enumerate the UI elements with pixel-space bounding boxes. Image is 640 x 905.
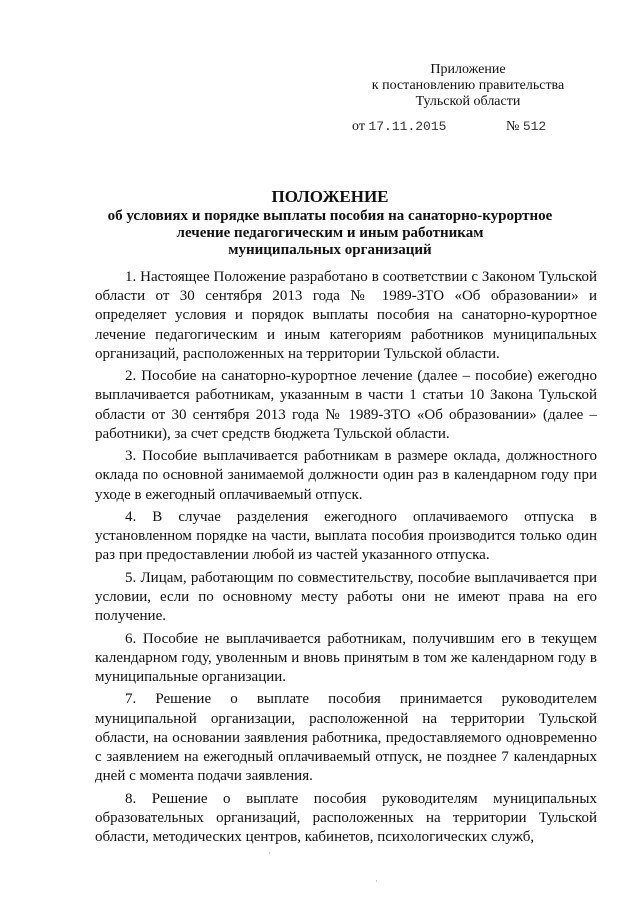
appendix-header xyxy=(348,62,588,110)
appendix-line-3: Тульской области xyxy=(415,94,521,109)
scan-speck: · xyxy=(375,876,378,886)
paragraph-6: 6. Пособие не выплачивается работникам, получившим его в текущем календарном году, уволенным и вновь принятым в том же календарном году в муниципальные организации. xyxy=(95,630,597,685)
paragraph-5: 5. Лицам, работающим по совместительству, пособие выплачивается при условии, если по основному месту работы они не имеют права на его получение. xyxy=(95,569,597,625)
heading-line-3: муниципальных организаций xyxy=(228,242,432,258)
scan-speck: · xyxy=(268,848,271,858)
date-number-line xyxy=(352,119,546,135)
document-body xyxy=(95,268,597,847)
paragraph-1: 1. Настоящее Положение разработано в соответствии с Законом Тульской области от 30 сентября 2013 года № 1989-ЗТО «Об образовании» и определяет условия и порядок выплаты пособия на санаторно-курортное лечение педагогическим и иным категориям работников муниципальных организаций, расположенных на территории Тульской области. xyxy=(95,269,597,362)
number-label: № xyxy=(505,119,520,134)
paragraph-2: 2. Пособие на санаторно-курортное лечение (далее – пособие) ежегодно выплачивается работникам, указанным в части 1 статьи 10 Закона Тульской области от 30 сентября 2013 года № 1989-ЗТО «Об образовании» (далее – работники), за счет средств бюджета Тульской области. xyxy=(95,368,597,442)
appendix-line-2: к постановлению правительства xyxy=(371,78,565,93)
document-heading xyxy=(60,186,600,259)
heading-line-2: лечение педагогическим и иным работникам xyxy=(176,225,484,241)
paragraph-8: 8. Решение о выплате пособия руководителям муниципальных образовательных организаций, расположенных на территории Тульской области, методических центров, кабинетов, психологических служб, xyxy=(95,790,597,845)
decree-date: 17.11.2015 xyxy=(368,119,447,134)
appendix-line-1: Приложение xyxy=(430,62,506,77)
decree-number: 512 xyxy=(522,119,547,134)
paragraph-4: 4. В случае разделения ежегодного оплачиваемого отпуска в установленном порядке на части, выплата пособия производится только один раз при предоставлении любой из частей указанного отпуска. xyxy=(95,509,597,564)
heading-title: ПОЛОЖЕНИЕ xyxy=(271,187,389,206)
paragraph-7: 7. Решение о выплате пособия принимается руководителем муниципальной организации, расположенной на территории Тульской области, на основании заявления работника, предоставляемого одновременно с заявлением на ежегодный оплачиваемый отпуск, не позднее 7 календарных дней с момента подачи заявления. xyxy=(95,691,597,785)
date-from-label: от xyxy=(352,119,365,134)
heading-line-1: об условиях и порядке выплаты пособия на санаторно-курортное xyxy=(107,208,553,224)
paragraph-3: 3. Пособие выплачивается работникам в размере оклада, должностного оклада по основной занимаемой должности один раз в календарном году при уходе в ежегодный оплачиваемый отпуск. xyxy=(95,448,597,503)
